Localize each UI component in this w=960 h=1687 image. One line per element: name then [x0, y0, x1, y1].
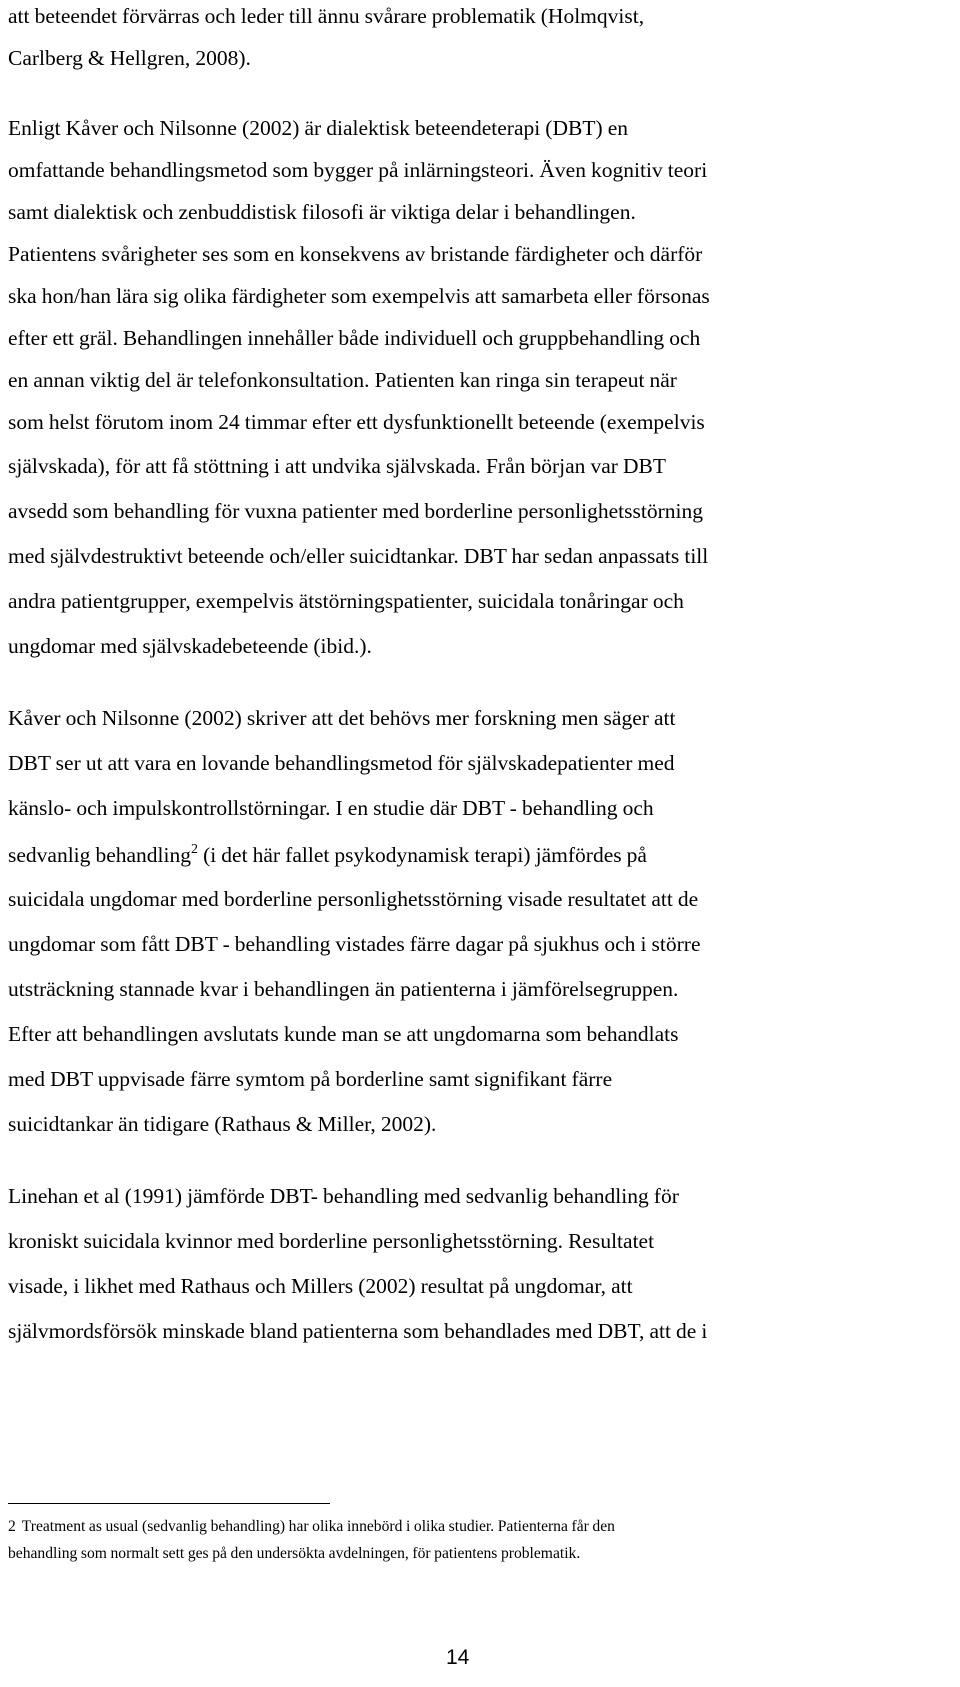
body-line: med DBT uppvisade färre symtom på borderline samt signifikant färre [8, 1067, 613, 1091]
footnote-line [8, 1517, 615, 1537]
body-text: sedvanlig behandling [8, 843, 192, 867]
body-line: självskada), för att få stöttning i att undvika självskada. Från början var DBT [8, 454, 666, 478]
body-line: självmordsförsök minskade bland patienterna som behandlades med DBT, att de i [8, 1319, 708, 1343]
page-number: 14 [446, 1646, 470, 1669]
body-line: avsedd som behandling för vuxna patienter med borderline personlighetsstörning [8, 499, 703, 523]
body-line: omfattande behandlingsmetod som bygger på inlärningsteori. Även kognitiv teori [8, 158, 708, 182]
footnote-number: 2 [8, 1518, 16, 1535]
body-line: utsträckning stannade kvar i behandlingen än patienterna i jämförelsegruppen. [8, 977, 679, 1001]
body-line: att beteendet förvärras och leder till ännu svårare problematik (Holmqvist, [8, 4, 645, 28]
body-line: med självdestruktivt beteende och/eller suicidtankar. DBT har sedan anpassats till [8, 544, 709, 568]
body-line: Efter att behandlingen avslutats kunde man se att ungdomarna som behandlats [8, 1022, 679, 1046]
footnote-line: behandling som normalt sett ges på den undersökta avdelningen, för patientens problematik. [8, 1545, 581, 1562]
body-line: Linehan et al (1991) jämförde DBT- behandling med sedvanlig behandling för [8, 1184, 679, 1208]
footnote-reference: 2 [191, 842, 199, 857]
body-line: DBT ser ut att vara en lovande behandlingsmetod för självskadepatienter med [8, 751, 675, 775]
body-line: ungdomar med självskadebeteende (ibid.). [8, 634, 372, 658]
body-line: Enligt Kåver och Nilsonne (2002) är dialektisk beteendeterapi (DBT) en [8, 116, 628, 140]
body-line: ska hon/han lära sig olika färdigheter som exempelvis att samarbeta eller försonas [8, 284, 710, 308]
body-line: suicidtankar än tidigare (Rathaus & Miller, 2002). [8, 1112, 437, 1136]
body-line: efter ett gräl. Behandlingen innehåller både individuell och gruppbehandling och [8, 326, 701, 350]
footnote-separator [8, 1503, 330, 1504]
body-line: en annan viktig del är telefonkonsultation. Patienten kan ringa sin terapeut när [8, 368, 677, 392]
body-line-with-footnote-ref [8, 841, 647, 873]
body-line: Kåver och Nilsonne (2002) skriver att det behövs mer forskning men säger att [8, 706, 676, 730]
body-line: Carlberg & Hellgren, 2008). [8, 46, 251, 70]
footnote-text: Treatment as usual (sedvanlig behandling) har olika innebörd i olika studier. Patienterna får den [21, 1518, 615, 1535]
body-line: suicidala ungdomar med borderline personlighetsstörning visade resultatet att de [8, 887, 699, 911]
body-line: kroniskt suicidala kvinnor med borderline personlighetsstörning. Resultatet [8, 1229, 655, 1253]
body-line: Patientens svårigheter ses som en konsekvens av bristande färdigheter och därför [8, 242, 703, 266]
body-line: samt dialektisk och zenbuddistisk filosofi är viktiga delar i behandlingen. [8, 200, 636, 224]
body-line: känslo- och impulskontrollstörningar. I en studie där DBT - behandling och [8, 796, 654, 820]
body-line: andra patientgrupper, exempelvis ätstörningspatienter, suicidala tonåringar och [8, 589, 684, 613]
body-line: visade, i likhet med Rathaus och Millers (2002) resultat på ungdomar, att [8, 1274, 633, 1298]
body-line: ungdomar som fått DBT - behandling vistades färre dagar på sjukhus och i större [8, 932, 701, 956]
body-text: (i det här fallet psykodynamisk terapi) jämfördes på [198, 843, 647, 867]
body-line: som helst förutom inom 24 timmar efter ett dysfunktionellt beteende (exempelvis [8, 410, 705, 434]
